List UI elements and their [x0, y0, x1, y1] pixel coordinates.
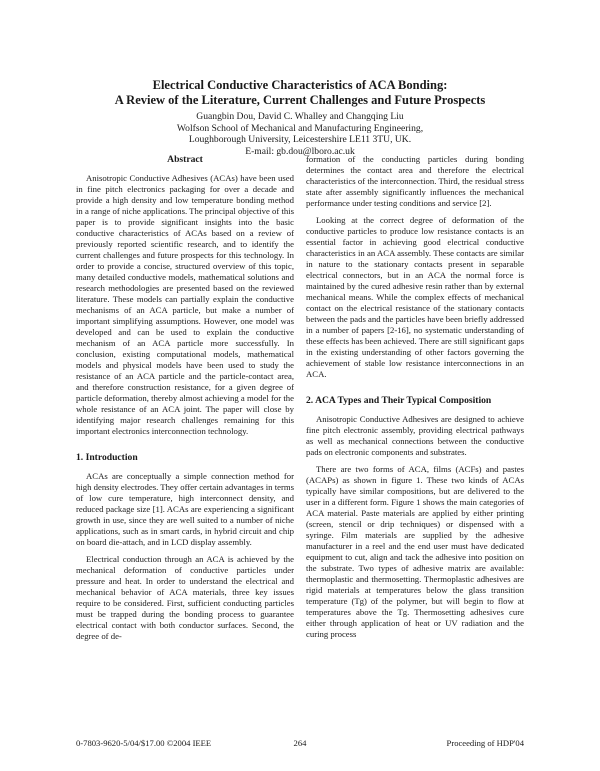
footer-copyright: 0-7803-9620-5/04/$17.00 ©2004 IEEE [76, 738, 212, 748]
body-paragraph-1: formation of the conducting particles during bonding determines the contact area and therefore the electrical characteristics of the interconnection. Third, the residual stress state after assembly significantly influences the mechanical performance under testing conditions and service [2]. [306, 154, 524, 208]
section-2-heading: 2. ACA Types and Their Typical Composition [306, 395, 492, 406]
author-email: E-mail: gb.dou@lboro.ac.uk [245, 145, 355, 157]
right-column [306, 154, 524, 646]
section-2-paragraph-2: There are two forms of ACA, films (ACFs) and pastes (ACAPs) as shown in figure 1. These two kinds of ACAs typically have similar compositions, but are delivered to the user in a different form. Figure 1 shows the main categories of ACA material. Paste materials are applied by either printing (screen, stencil or drip techniques) or dispensed with a syringe. Film materials are supplied by the adhesive manufacturer in a reel and the end user must have dedicated equipment to cut, align and tack the adhesive into position on the substrate. Two types of adhesive matrix are available: thermoplastic and thermosetting. Thermoplastic adhesives are rigid materials at temperatures below the glass transition temperature (Tg) of the polymer, but will begin to flow at temperatures above the Tg. Thermosetting adhesives cure either through application of heat or UV radiation and the curing process [306, 464, 524, 639]
affiliation-line-2: Loughborough University, Leicestershire LE11 3TU, UK. [188, 134, 412, 145]
introduction-heading: 1. Introduction [76, 452, 138, 463]
paper-title [60, 78, 540, 108]
abstract-text: Anisotropic Conductive Adhesives (ACAs) have been used in fine pitch electronics packaging for over a decade and provide a high density and low temperature bonding method in a range of niche applications. The principal objective of this paper is to provide significant insights into the basic conductive characteristics of ACAs based on a review of previously reported scientific research, and to identify the current challenges and future prospects for this technology. In order to provide a concise, structured overview of this topic, many detailed conductive models, mathematical solutions and research methodologies are presented based on the reviewed literature. These models can partially explain the conductive mechanisms of an ACA particle, but make a number of important simplifying assumptions. However, one model was developed and can be used to explain the conductive mechanism of an ACA particle more successfully. In conclusion, existing computational models, mathematical models and physical models have been used to study the resistance of an ACA particle and the particle-contact area, and therefore construction resistance, for a given degree of particle deformation, thereby almost achieving a model for the whole resistance of an ACA joint. The paper will close by identifying major research challenges remaining for this important electronics interconnection technology. [76, 173, 294, 436]
left-column [76, 154, 294, 648]
affiliation-line-1: Wolfson School of Mechanical and Manufacturing Engineering, [176, 122, 424, 134]
section-2-paragraph-1: Anisotropic Conductive Adhesives are designed to achieve fine pitch electronic assembly, providing electrical pathways as well as mechanical connections between the conductive pads on electronic components and substrates. [306, 414, 524, 457]
footer-proceedings: Proceeding of HDP'04 [446, 738, 524, 748]
footer-page-number: 264 [293, 738, 307, 748]
intro-paragraph-1: ACAs are conceptually a simple connection method for high density electrodes. They offer certain advantages in terms of low cure temperature, high interconnect density, and reduced package size [1]. ACAs are experiencing a significant growth in use, since they are well suited to a number of niche applications, such as in smart cards, in hybrid circuit and chip on board die-attach, and in LCD display assembly. [76, 471, 294, 547]
intro-paragraph-2: Electrical conduction through an ACA is achieved by the mechanical deformation of conductive particles under pressure and heat. In order to understand the electrical and mechanical behavior of ACA materials, three key issues require to be considered. First, sufficient conducting particles must be trapped during the bonding process to guarantee electrical contact with both conductor surfaces. Second, the degree of de- [76, 554, 294, 641]
abstract-heading: Abstract [167, 154, 203, 165]
title-line-1: Electrical Conductive Characteristics of ACA Bonding: [152, 78, 448, 92]
author-names: Guangbin Dou, David C. Whalley and Changqing Liu [196, 111, 404, 122]
body-paragraph-2: Looking at the correct degree of deformation of the conductive particles to produce low resistance contacts is an essential factor in achieving good electrical conductive characteristics in an ACA assembly. These contacts are similar in nature to the stationary contacts present in separable electrical connectors, but in an ACA the normal force is maintained by the cured adhesive resin rather than by external mechanical means. While the complex effects of mechanical contact on the electrical resistance of the stationary contacts between the pads and the particles have been briefly addressed in a number of papers [2-16], no systematic understanding of these effects has been achieved. There are still significant gaps in the existing understanding of other factors governing the achievement of stable low resistance interconnections in an ACA. [306, 215, 524, 379]
title-line-2: A Review of the Literature, Current Challenges and Future Prospects [114, 93, 486, 107]
author-block [60, 111, 540, 157]
